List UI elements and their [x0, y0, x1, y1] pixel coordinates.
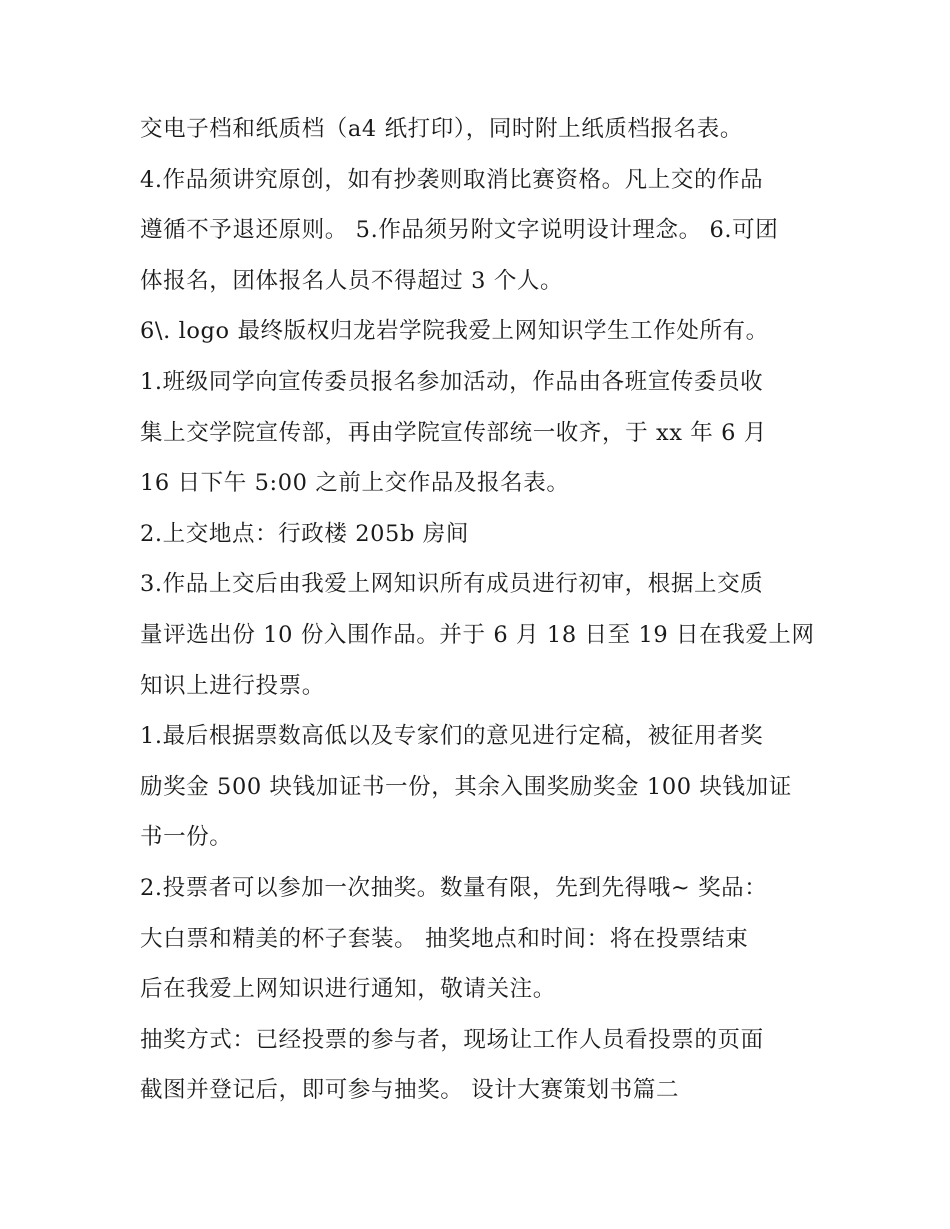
text-line: 1.最后根据票数高低以及专家们的意见进行定稿，被征用者奖 [140, 723, 764, 750]
text-line: 1.班级同学向宣传委员报名参加活动，作品由各班宣传委员收 [140, 368, 764, 395]
text-line: 6\. logo 最终版权归龙岩学院我爱上网知识学生工作处所有。 [140, 318, 769, 345]
text-line: 截图并登记后，即可参与抽奖。 设计大赛策划书篇二 [140, 1077, 680, 1104]
text-line: 励奖金 500 块钱加证书一份，其余入围奖励奖金 100 块钱加证 [140, 773, 792, 800]
text-line: 后在我爱上网知识进行通知，敬请关注。 [140, 976, 556, 1003]
text-line: 量评选出份 10 份入围作品。并于 6 月 18 日至 19 日在我爱上网 [140, 621, 815, 648]
text-line: 2.上交地点：行政楼 205b 房间 [140, 520, 469, 547]
text-line: 知识上进行投票。 [140, 672, 325, 699]
text-line: 遵循不予退还原则。 5.作品须另附文字说明设计理念。 6.可团 [140, 217, 779, 244]
text-line: 交电子档和纸质档（a4 纸打印），同时附上纸质档报名表。 [140, 116, 743, 142]
text-line: 4.作品须讲究原创，如有抄袭则取消比赛资格。凡上交的作品 [140, 166, 764, 193]
text-line: 抽奖方式：已经投票的参与者，现场让工作人员看投票的页面 [140, 1026, 764, 1053]
text-line: 书一份。 [140, 824, 233, 851]
text-line: 大白票和精美的杯子套装。 抽奖地点和时间：将在投票结束 [140, 925, 749, 952]
text-line: 2.投票者可以参加一次抽奖。数量有限，先到先得哦~ 奖品： [140, 874, 768, 901]
document-body [140, 104, 830, 1116]
text-line: 集上交学院宣传部，再由学院宣传部统一收齐，于 xx 年 6 月 [140, 419, 767, 446]
text-line: 3.作品上交后由我爱上网知识所有成员进行初审，根据上交质 [140, 571, 764, 598]
text-line: 16 日下午 5:00 之前上交作品及报名表。 [140, 470, 570, 497]
text-line: 体报名，团体报名人员不得超过 3 个人。 [140, 267, 564, 294]
